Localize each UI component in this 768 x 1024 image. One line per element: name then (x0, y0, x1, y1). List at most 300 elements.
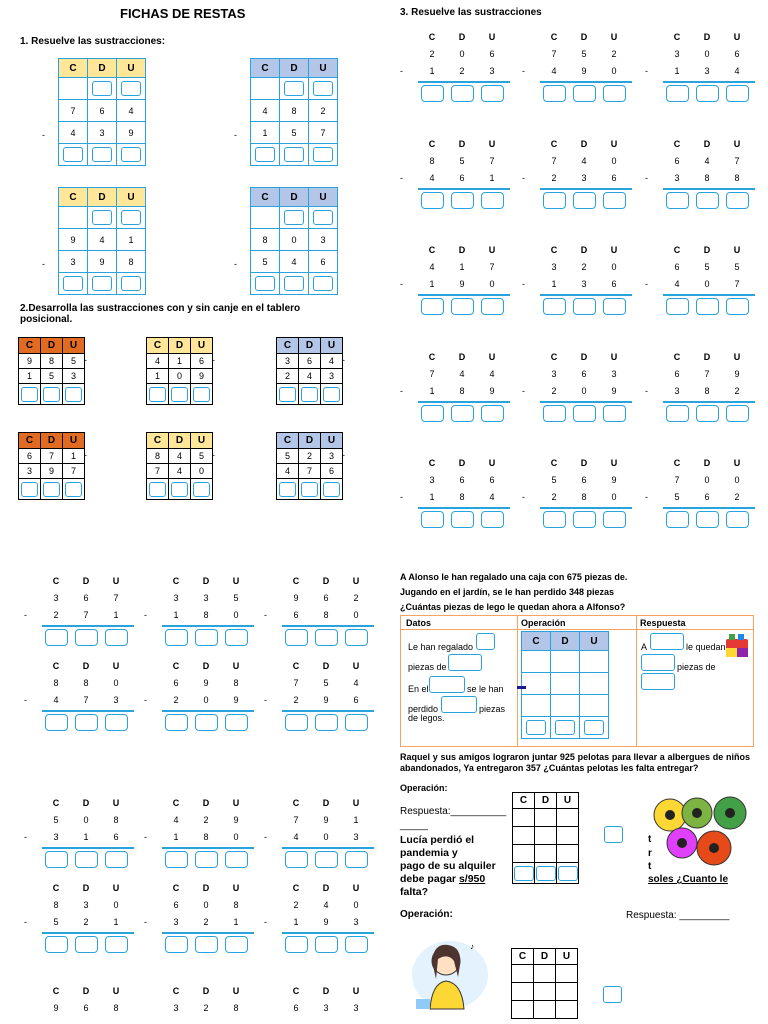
digit: 2 (353, 593, 359, 603)
answer-box[interactable] (726, 85, 749, 102)
header-cell: D (169, 433, 191, 449)
answer-box[interactable] (421, 405, 444, 422)
answer-box[interactable] (45, 851, 68, 868)
digit: 9 (734, 369, 740, 379)
digit-cell: 8 (280, 100, 309, 122)
answer-box[interactable] (43, 387, 60, 402)
minus-sign: - (144, 610, 147, 620)
digit-cell: 6 (19, 449, 41, 464)
digit-cell: 4 (299, 369, 321, 384)
answer-box[interactable] (481, 192, 504, 209)
minus-sign: - (522, 492, 525, 502)
header-cell: D (703, 352, 711, 362)
subtraction-problem (24, 881, 134, 954)
cut-text-t: t (648, 834, 652, 845)
digit: 1 (173, 610, 179, 620)
answer-box[interactable] (45, 629, 68, 646)
header-cell: U (610, 32, 618, 42)
answer-box[interactable] (313, 210, 333, 225)
header-cell: D (703, 245, 711, 255)
header-cell: C (673, 245, 681, 255)
answer-box[interactable] (65, 482, 82, 497)
answer-box[interactable] (726, 192, 749, 209)
digit: 3 (674, 386, 680, 396)
answer-box[interactable] (543, 405, 566, 422)
header-cell: C (251, 188, 280, 207)
digit-cell: 7 (63, 464, 85, 479)
answer-box[interactable] (345, 936, 368, 953)
answer-box[interactable] (726, 511, 749, 528)
answer-box[interactable] (92, 210, 112, 225)
answer-box[interactable] (255, 147, 275, 162)
header-cell: D (458, 245, 466, 255)
answer-box[interactable] (666, 405, 689, 422)
answer-box[interactable] (165, 714, 188, 731)
header-cell: C (19, 338, 41, 354)
answer-box[interactable] (481, 405, 504, 422)
header-cell: C (428, 32, 436, 42)
digit: 8 (83, 678, 89, 688)
digit: 4 (429, 262, 435, 272)
minus-sign: - (84, 355, 87, 365)
answer-box[interactable] (225, 851, 248, 868)
digit: 0 (581, 386, 587, 396)
answer-box[interactable] (105, 851, 128, 868)
answer-box[interactable] (641, 654, 675, 671)
header-d: D (534, 949, 556, 965)
answer-box[interactable] (451, 192, 474, 209)
header-cell: D (703, 139, 711, 149)
datos-text-3: En el (408, 684, 429, 694)
answer-box[interactable] (75, 936, 98, 953)
digit: 4 (734, 66, 740, 76)
answer-box[interactable] (121, 210, 141, 225)
raquel-pv-table (512, 792, 579, 884)
answer-box[interactable] (279, 482, 296, 497)
minus-sign: - (342, 355, 345, 365)
answer-box[interactable] (225, 629, 248, 646)
minus-sign: - (24, 917, 27, 927)
header-cell: D (280, 59, 309, 78)
answer-box[interactable] (481, 298, 504, 315)
digit: 9 (611, 386, 617, 396)
digit: 2 (203, 917, 209, 927)
digit: 7 (429, 369, 435, 379)
answer-box[interactable] (45, 936, 68, 953)
cut-text-r: r (648, 848, 652, 859)
answer-box[interactable] (285, 851, 308, 868)
digit-cell: 5 (191, 449, 213, 464)
answer-box[interactable] (543, 192, 566, 209)
digit: 1 (233, 917, 239, 927)
digit: 7 (83, 610, 89, 620)
place-value-table (250, 187, 338, 295)
answer-box[interactable] (696, 192, 719, 209)
digit-cell: 5 (277, 449, 299, 464)
answer-box[interactable] (573, 298, 596, 315)
digit-cell: 1 (147, 369, 169, 384)
minus-sign: - (522, 279, 525, 289)
subtraction-problem (400, 137, 510, 210)
digit-cell: 4 (88, 229, 117, 251)
digit: 2 (53, 610, 59, 620)
answer-box[interactable] (195, 714, 218, 731)
subtraction-problem (144, 659, 254, 732)
header-u: U (557, 793, 579, 809)
header-cell: C (172, 798, 180, 808)
answer-box[interactable] (105, 629, 128, 646)
answer-box[interactable] (313, 276, 333, 291)
answer-box[interactable] (421, 511, 444, 528)
answer-box[interactable] (285, 629, 308, 646)
digit: 7 (489, 262, 495, 272)
digit-cell: 6 (299, 354, 321, 369)
digit: 9 (489, 386, 495, 396)
answer-box[interactable] (315, 851, 338, 868)
answer-box[interactable] (573, 511, 596, 528)
answer-box[interactable] (45, 714, 68, 731)
answer-box[interactable] (604, 826, 623, 843)
digit: 4 (674, 279, 680, 289)
answer-box[interactable] (345, 714, 368, 731)
header-cell: D (703, 458, 711, 468)
digit: 0 (704, 475, 710, 485)
answer-box[interactable] (121, 147, 141, 162)
answer-box[interactable] (421, 85, 444, 102)
digit: 3 (551, 369, 557, 379)
result-line (418, 294, 510, 296)
header-cell: C (550, 352, 558, 362)
header-cell: U (232, 798, 240, 808)
digit: 6 (459, 173, 465, 183)
subtraction-problem (144, 796, 254, 869)
digit-cell: 7 (309, 122, 338, 144)
header-cell: C (673, 139, 681, 149)
answer-box[interactable] (573, 192, 596, 209)
header-cell: D (202, 986, 210, 996)
answer-box[interactable] (171, 387, 188, 402)
answer-box[interactable] (573, 85, 596, 102)
raquel-dash: _____ (400, 820, 428, 831)
minus-sign: - (84, 450, 87, 460)
digit: 3 (323, 1003, 329, 1013)
answer-box[interactable] (441, 696, 477, 713)
answer-box[interactable] (195, 851, 218, 868)
subtraction-problem (144, 881, 254, 954)
digit: 5 (581, 49, 587, 59)
subtraction-problem (645, 456, 755, 529)
header-cell: C (147, 433, 169, 449)
subtraction-problem (522, 137, 632, 210)
header-cell: D (322, 576, 330, 586)
result-line (162, 625, 254, 627)
answer-box[interactable] (421, 192, 444, 209)
answer-box[interactable] (323, 482, 340, 497)
digit-cell: 7 (299, 464, 321, 479)
answer-box[interactable] (149, 482, 166, 497)
digit: 0 (233, 832, 239, 842)
answer-box[interactable] (603, 986, 622, 1003)
answer-box[interactable] (315, 714, 338, 731)
answer-box[interactable] (225, 714, 248, 731)
digit-cell: 6 (88, 100, 117, 122)
answer-box[interactable] (448, 654, 482, 671)
answer-box[interactable] (21, 482, 38, 497)
answer-box[interactable] (195, 629, 218, 646)
minus-sign: - (264, 917, 267, 927)
section1-heading: 1. Resuelve las sustracciones: (20, 36, 166, 47)
answer-box[interactable] (313, 81, 333, 96)
place-value-table (58, 58, 146, 166)
answer-box[interactable] (603, 511, 626, 528)
header-cell: C (52, 576, 60, 586)
header-cell: U (321, 433, 343, 449)
raquel-operacion-label: Operación: (400, 783, 448, 793)
digit-cell: 6 (191, 354, 213, 369)
header-cell: D (322, 986, 330, 996)
digit: 7 (293, 815, 299, 825)
digit: 9 (233, 815, 239, 825)
header-cell: D (580, 352, 588, 362)
digit: 9 (459, 279, 465, 289)
answer-box[interactable] (65, 387, 82, 402)
answer-box[interactable] (301, 387, 318, 402)
result-line (42, 625, 134, 627)
answer-box[interactable] (603, 85, 626, 102)
answer-box[interactable] (451, 405, 474, 422)
digit: 3 (353, 917, 359, 927)
header-cell: U (63, 338, 85, 354)
result-line (162, 932, 254, 934)
answer-box[interactable] (451, 511, 474, 528)
answer-box[interactable] (603, 298, 626, 315)
minus-sign: - (645, 492, 648, 502)
header-cell: C (428, 139, 436, 149)
digit: 3 (704, 66, 710, 76)
answer-box[interactable] (92, 276, 112, 291)
subtraction-problem (264, 574, 374, 647)
digit: 0 (734, 475, 740, 485)
answer-box[interactable] (171, 482, 188, 497)
answer-box[interactable] (315, 936, 338, 953)
answer-box[interactable] (543, 511, 566, 528)
answer-box[interactable] (726, 405, 749, 422)
header-cell: D (322, 661, 330, 671)
header-d: D (535, 793, 557, 809)
digit: 4 (704, 156, 710, 166)
subtraction-problem (522, 350, 632, 423)
digit: 9 (611, 475, 617, 485)
minus-sign: - (144, 832, 147, 842)
header-cell: U (232, 576, 240, 586)
minus-sign: - (264, 610, 267, 620)
header-cell: D (580, 139, 588, 149)
subtraction-problem (645, 30, 755, 103)
answer-box[interactable] (696, 85, 719, 102)
answer-box[interactable] (429, 676, 465, 693)
answer-box[interactable] (641, 673, 675, 690)
answer-box[interactable] (92, 81, 112, 96)
answer-box[interactable] (284, 81, 304, 96)
answer-box[interactable] (481, 511, 504, 528)
svg-text:♪: ♪ (470, 942, 474, 951)
digit: 2 (83, 917, 89, 927)
header-cell: C (172, 661, 180, 671)
answer-box[interactable] (255, 276, 275, 291)
header-cell: U (488, 352, 496, 362)
header-cell: U (733, 458, 741, 468)
answer-box[interactable] (315, 629, 338, 646)
minus-sign: - (144, 695, 147, 705)
answer-box[interactable] (573, 405, 596, 422)
answer-box[interactable] (165, 851, 188, 868)
result-line (540, 401, 632, 403)
header-cell: C (673, 352, 681, 362)
digit: 3 (203, 593, 209, 603)
minus-sign: - (522, 386, 525, 396)
digit-cell: 1 (251, 122, 280, 144)
answer-box[interactable] (284, 210, 304, 225)
digit: 4 (293, 832, 299, 842)
answer-box[interactable] (666, 511, 689, 528)
answer-box[interactable] (543, 85, 566, 102)
raquel-statement: Raquel y sus amigos lograron juntar 925 pelotas para llevar a albergues de niños abandonados, Ya entregaron 357 ¿Cuántas pelotas les falta entregar? (400, 752, 750, 773)
digit: 6 (674, 369, 680, 379)
header-cell: C (172, 576, 180, 586)
digit: 8 (734, 173, 740, 183)
answer-box[interactable] (92, 147, 112, 162)
digit: 8 (704, 173, 710, 183)
digit-cell: 1 (169, 354, 191, 369)
result-line (162, 847, 254, 849)
answer-box[interactable] (345, 851, 368, 868)
digit: 6 (489, 49, 495, 59)
datos-text-5: perdido (408, 704, 439, 714)
digit-cell: 4 (277, 464, 299, 479)
result-line (663, 507, 755, 509)
digit: 1 (173, 832, 179, 842)
answer-box[interactable] (284, 276, 304, 291)
answer-box[interactable] (301, 482, 318, 497)
answer-box[interactable] (451, 85, 474, 102)
soccer-balls-image (652, 793, 752, 871)
answer-box[interactable] (195, 936, 218, 953)
minus-sign: - (400, 66, 403, 76)
digit-cell: 4 (147, 354, 169, 369)
answer-box[interactable] (21, 387, 38, 402)
digit: 8 (459, 386, 465, 396)
digit: 5 (233, 593, 239, 603)
answer-box[interactable] (696, 511, 719, 528)
header-cell: C (59, 59, 88, 78)
digit: 1 (429, 66, 435, 76)
digit: 7 (489, 156, 495, 166)
answer-box[interactable] (149, 387, 166, 402)
result-line (282, 625, 374, 627)
answer-box[interactable] (193, 482, 210, 497)
header-cell: U (112, 986, 120, 996)
answer-box[interactable] (726, 298, 749, 315)
digit: 9 (203, 678, 209, 688)
digit: 3 (674, 173, 680, 183)
digit: 5 (734, 262, 740, 272)
answer-box[interactable] (121, 81, 141, 96)
minus-sign: - (24, 832, 27, 842)
answer-box[interactable] (279, 387, 296, 402)
answer-box[interactable] (285, 714, 308, 731)
digit: 8 (581, 492, 587, 502)
answer-box[interactable] (323, 387, 340, 402)
header-cell: U (309, 59, 338, 78)
digit: 3 (53, 832, 59, 842)
answer-box[interactable] (105, 714, 128, 731)
answer-box[interactable] (696, 298, 719, 315)
answer-box[interactable] (193, 387, 210, 402)
answer-box[interactable] (121, 276, 141, 291)
answer-box[interactable] (476, 633, 495, 650)
subtraction-problem (522, 456, 632, 529)
digit: 4 (53, 695, 59, 705)
header-cell: D (202, 883, 210, 893)
digit: 9 (323, 695, 329, 705)
answer-box[interactable] (313, 147, 333, 162)
header-cell: U (112, 883, 120, 893)
digit: 6 (323, 593, 329, 603)
digit: 7 (551, 49, 557, 59)
answer-box[interactable] (666, 85, 689, 102)
answer-box[interactable] (696, 405, 719, 422)
answer-box[interactable] (284, 147, 304, 162)
raquel-respuesta-label: Respuesta:__________ (400, 806, 507, 817)
answer-box[interactable] (666, 298, 689, 315)
digit: 5 (459, 156, 465, 166)
answer-box[interactable] (165, 936, 188, 953)
answer-box[interactable] (105, 936, 128, 953)
answer-box[interactable] (75, 851, 98, 868)
digit-cell: 3 (321, 369, 343, 384)
answer-box[interactable] (165, 629, 188, 646)
answer-box[interactable] (75, 714, 98, 731)
answer-box[interactable] (285, 936, 308, 953)
answer-box[interactable] (63, 276, 83, 291)
digit: 0 (459, 49, 465, 59)
answer-box[interactable] (481, 85, 504, 102)
answer-box[interactable] (345, 629, 368, 646)
answer-box[interactable] (63, 147, 83, 162)
answer-box[interactable] (543, 298, 566, 315)
subtraction-problem (24, 659, 134, 732)
answer-box[interactable] (225, 936, 248, 953)
result-line (663, 401, 755, 403)
digit-cell: 3 (309, 229, 338, 251)
answer-box[interactable] (451, 298, 474, 315)
digit: 3 (429, 475, 435, 485)
answer-box[interactable] (75, 629, 98, 646)
answer-box[interactable] (666, 192, 689, 209)
answer-box[interactable] (421, 298, 444, 315)
place-value-table (146, 432, 213, 500)
header-cell: U (610, 458, 618, 468)
answer-box[interactable] (650, 633, 684, 650)
digit: 5 (551, 475, 557, 485)
digit: 1 (113, 610, 119, 620)
digit: 7 (83, 695, 89, 705)
header-cell: C (428, 458, 436, 468)
subtraction-problem (400, 350, 510, 423)
answer-box[interactable] (43, 482, 60, 497)
answer-box[interactable] (603, 405, 626, 422)
answer-box[interactable] (603, 192, 626, 209)
